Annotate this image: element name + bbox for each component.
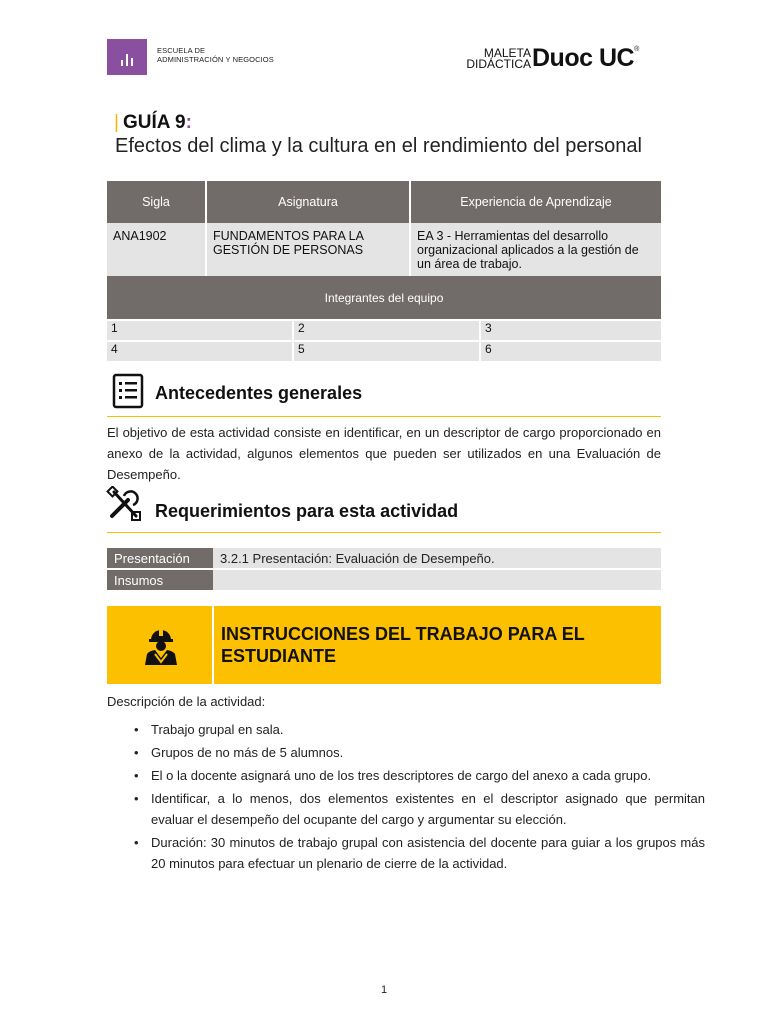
team-cell: 2 <box>294 319 481 340</box>
req-value: 3.2.1 Presentación: Evaluación de Desempeño. <box>213 548 661 570</box>
list-item: • Trabajo grupal en sala. <box>151 719 705 740</box>
list-item: • Identificar, a lo menos, dos elementos existentes en el descriptor asignado que permitan evaluar el desempeño del ocupante del cargo y argumentar su elección. <box>151 788 705 830</box>
req-label: Insumos <box>107 570 213 592</box>
header-sigla: Sigla <box>107 181 207 223</box>
section-divider <box>107 416 661 417</box>
guide-subtitle: Efectos del clima y la cultura en el rendimiento del personal <box>115 135 642 157</box>
course-table <box>107 181 661 277</box>
worker-icon <box>107 606 214 684</box>
header-asignatura: Asignatura <box>207 181 411 223</box>
list-item: • El o la docente asignará uno de los tres descriptores de cargo del anexo a cada grupo. <box>151 765 705 786</box>
guide-title <box>114 112 192 134</box>
team-cell: 4 <box>107 340 294 361</box>
team-cell: 3 <box>481 319 661 340</box>
antecedentes-title: Antecedentes generales <box>155 383 363 403</box>
brand-name: Duoc UC <box>532 44 635 72</box>
checklist-icon <box>112 373 150 407</box>
table-row <box>107 340 661 361</box>
instructions-banner <box>107 606 661 684</box>
maleta-label <box>466 48 531 70</box>
list-item: • Grupos de no más de 5 alumnos. <box>151 742 705 763</box>
activity-description-label: Descripción de la actividad: <box>107 694 266 709</box>
table-row <box>107 570 661 592</box>
brand-mark: ® <box>634 46 639 53</box>
req-label: Presentación <box>107 548 213 570</box>
requirements-table <box>107 548 661 592</box>
guide-colon: : <box>185 112 192 133</box>
school-name <box>157 46 274 64</box>
brand-logo <box>532 44 639 73</box>
guide-label: GUÍA 9 <box>122 112 186 133</box>
req-value <box>213 570 661 592</box>
school-logo-icon <box>107 39 147 75</box>
requerimientos-title: Requerimientos para esta actividad <box>155 501 459 521</box>
maleta-line2: DIDÁCTICA <box>466 57 531 71</box>
cell-asignatura: FUNDAMENTOS PARA LA GESTIÓN DE PERSONAS <box>207 223 411 277</box>
school-name-line2: ADMINISTRACIÓN Y NEGOCIOS <box>157 55 274 64</box>
team-cell: 6 <box>481 340 661 361</box>
team-cell: 5 <box>294 340 481 361</box>
school-name-line1: ESCUELA DE <box>157 46 206 55</box>
cell-experiencia: EA 3 - Herramientas del desarrollo organizacional aplicados a la gestión de un área de trabajo. <box>411 223 661 277</box>
tools-icon <box>106 486 144 520</box>
header-experiencia: Experiencia de Aprendizaje <box>411 181 661 223</box>
table-row <box>107 548 661 570</box>
cell-sigla: ANA1902 <box>107 223 207 277</box>
activity-list <box>107 719 705 876</box>
title-accent-bar: | <box>114 112 119 133</box>
section-divider <box>107 532 661 533</box>
table-row <box>107 319 661 340</box>
team-cell: 1 <box>107 319 294 340</box>
page-number: 1 <box>380 984 388 996</box>
instructions-title: INSTRUCCIONES DEL TRABAJO PARA EL ESTUDIANTE <box>221 624 585 666</box>
maleta-line1: MALETA <box>483 46 531 60</box>
antecedentes-text: El objetivo de esta actividad consiste en identificar, en un descriptor de cargo proporcionado en anexo de la actividad, algunos elementos que pueden ser utilizados en una Evaluación de Desempeño. <box>107 425 661 482</box>
list-item: • Duración: 30 minutos de trabajo grupal con asistencia del docente para guiar a los grupos más 20 minutos para efectuar un plenario de cierre de la actividad. <box>151 832 705 874</box>
team-header: Integrantes del equipo <box>107 276 661 319</box>
team-table <box>107 276 661 361</box>
